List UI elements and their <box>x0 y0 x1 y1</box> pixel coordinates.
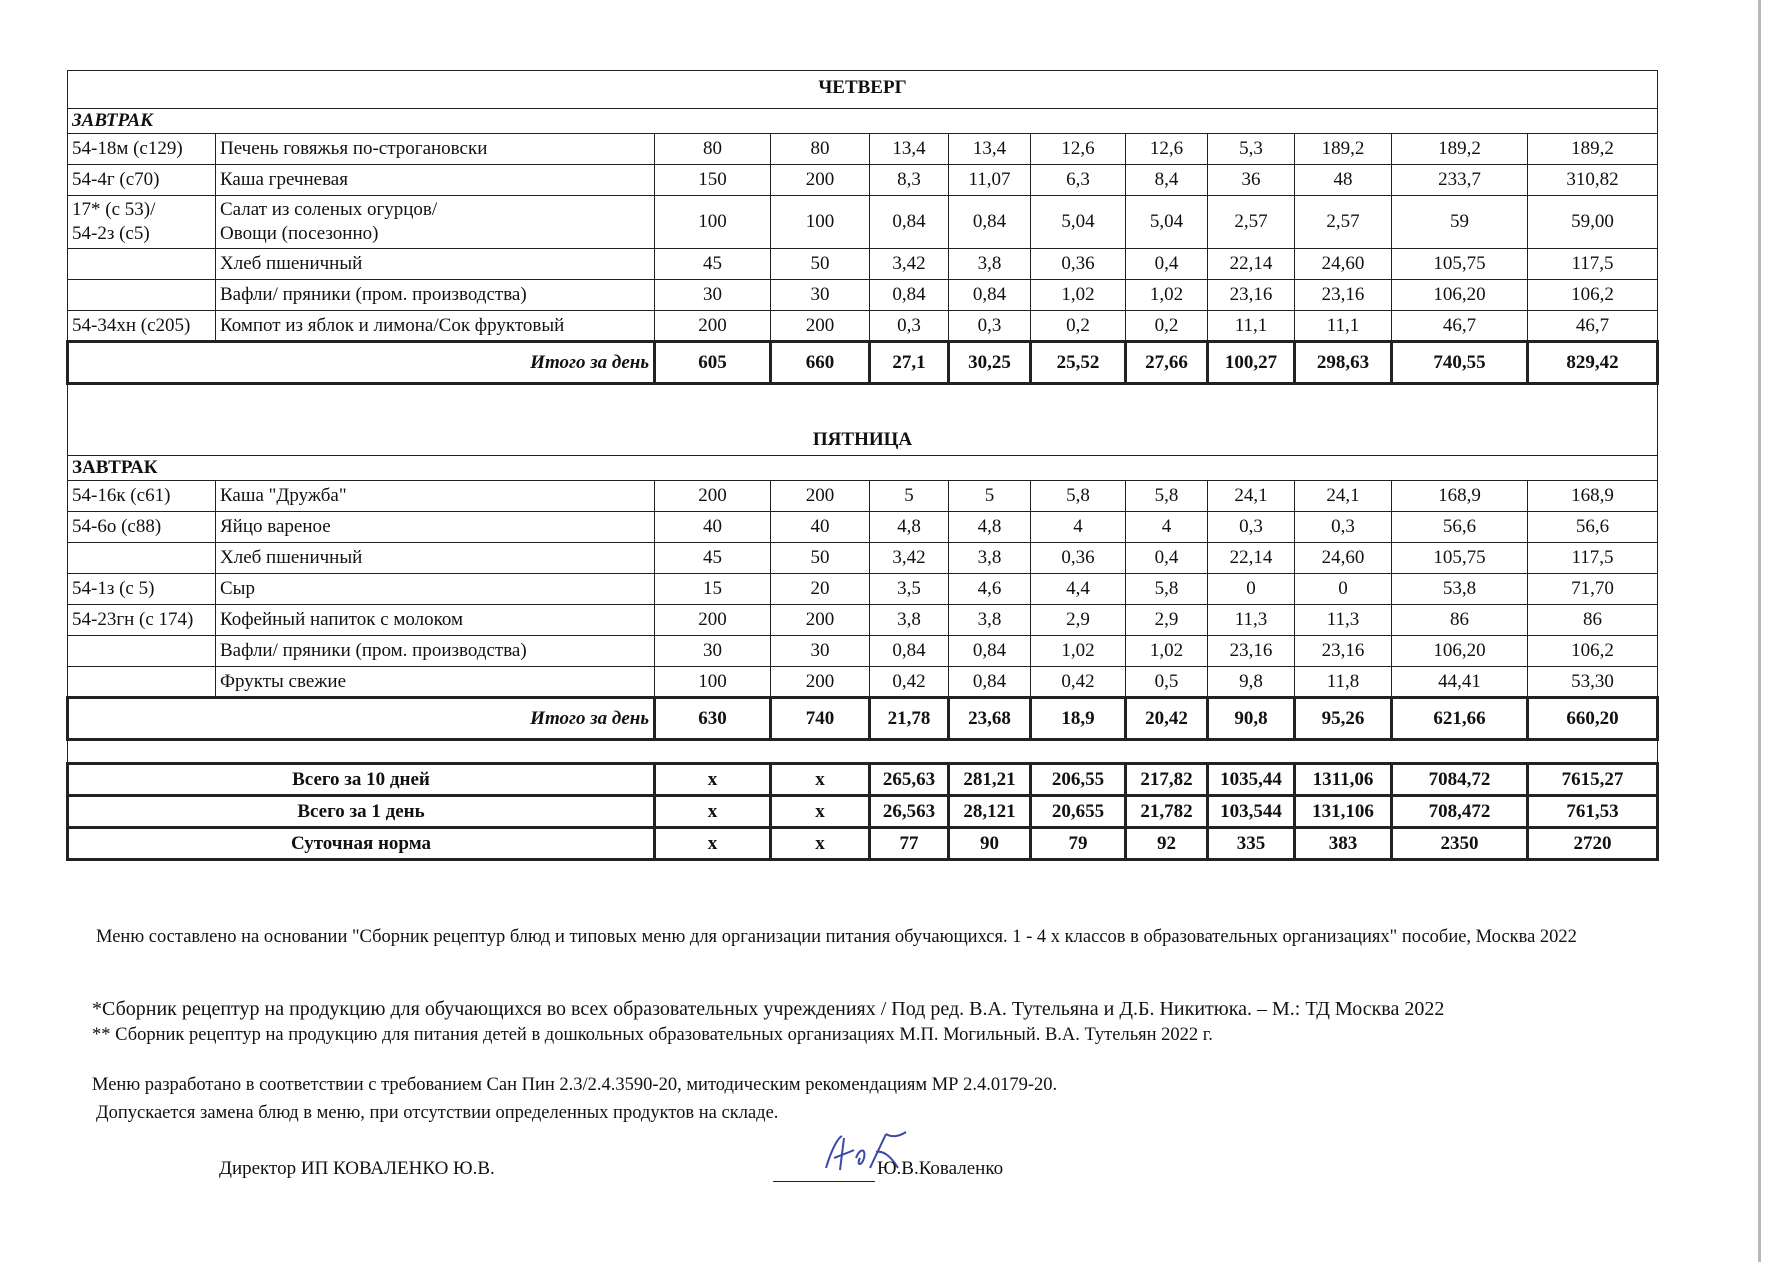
value-cell: 150 <box>655 165 771 196</box>
value-cell: 0,3 <box>1208 512 1295 543</box>
value-cell: 8,4 <box>1126 165 1208 196</box>
value-cell: 0,36 <box>1031 543 1126 574</box>
summary-value: 77 <box>870 828 949 860</box>
dish-code <box>68 636 216 667</box>
dish-code: 17* (с 53)/ 54-2з (с5) <box>68 196 216 249</box>
value-cell: 0,2 <box>1031 311 1126 342</box>
value-cell: 24,1 <box>1208 481 1295 512</box>
value-cell: 0,84 <box>949 636 1031 667</box>
signature-line <box>773 1181 875 1182</box>
total-value: 298,63 <box>1295 342 1392 384</box>
total-value: 90,8 <box>1208 698 1295 740</box>
value-cell: 50 <box>771 543 870 574</box>
dish-code <box>68 249 216 280</box>
total-value: 95,26 <box>1295 698 1392 740</box>
value-cell: 11,3 <box>1295 605 1392 636</box>
value-cell: 80 <box>771 134 870 165</box>
value-cell: 30 <box>771 280 870 311</box>
dish-name: Салат из соленых огурцов/ Овощи (посезонно) <box>216 196 655 249</box>
summary-value: 7084,72 <box>1392 764 1528 796</box>
director-title: Директор ИП КОВАЛЕНКО Ю.В. <box>219 1158 495 1179</box>
note-double-star: ** Сборник рецептур на продукцию для питания детей в дошкольных образовательных организациях М.П. Могильный. В.А. Тутельян 2022 г. <box>92 1025 1213 1045</box>
value-cell: 30 <box>771 636 870 667</box>
dish-name: Каша "Дружба" <box>216 481 655 512</box>
value-cell: 20 <box>771 574 870 605</box>
table-row <box>68 636 1658 667</box>
value-cell: 23,16 <box>1295 280 1392 311</box>
summary-value: х <box>655 764 771 796</box>
summary-row <box>68 764 1658 796</box>
table-row <box>68 249 1658 280</box>
value-cell: 11,1 <box>1208 311 1295 342</box>
total-value: 630 <box>655 698 771 740</box>
value-cell: 0,84 <box>949 196 1031 249</box>
value-cell: 106,20 <box>1392 636 1528 667</box>
value-cell: 53,8 <box>1392 574 1528 605</box>
value-cell: 0,84 <box>949 667 1031 698</box>
dish-name: Кофейный напиток с молоком <box>216 605 655 636</box>
value-cell: 117,5 <box>1528 249 1658 280</box>
value-cell: 200 <box>771 667 870 698</box>
value-cell: 11,07 <box>949 165 1031 196</box>
value-cell: 40 <box>655 512 771 543</box>
value-cell: 105,75 <box>1392 249 1528 280</box>
table-row <box>68 605 1658 636</box>
dish-name: Каша гречневая <box>216 165 655 196</box>
value-cell: 36 <box>1208 165 1295 196</box>
value-cell: 100 <box>655 667 771 698</box>
value-cell: 5,8 <box>1126 574 1208 605</box>
value-cell: 189,2 <box>1295 134 1392 165</box>
summary-row <box>68 828 1658 860</box>
summary-value: 708,472 <box>1392 796 1528 828</box>
summary-value: 1035,44 <box>1208 764 1295 796</box>
table-row <box>68 481 1658 512</box>
dish-code: 54-1з (с 5) <box>68 574 216 605</box>
value-cell: 5,04 <box>1031 196 1126 249</box>
value-cell: 5,04 <box>1126 196 1208 249</box>
value-cell: 105,75 <box>1392 543 1528 574</box>
value-cell: 86 <box>1528 605 1658 636</box>
dish-code <box>68 667 216 698</box>
value-cell: 24,60 <box>1295 249 1392 280</box>
value-cell: 0,84 <box>949 280 1031 311</box>
value-cell: 48 <box>1295 165 1392 196</box>
summary-value: 79 <box>1031 828 1126 860</box>
total-value: 100,27 <box>1208 342 1295 384</box>
spacer-row <box>68 740 1658 764</box>
total-value: 829,42 <box>1528 342 1658 384</box>
table-row <box>68 667 1658 698</box>
value-cell: 53,30 <box>1528 667 1658 698</box>
value-cell: 106,2 <box>1528 636 1658 667</box>
value-cell: 8,3 <box>870 165 949 196</box>
scan-edge <box>1758 0 1761 1262</box>
value-cell: 23,16 <box>1295 636 1392 667</box>
summary-value: 2350 <box>1392 828 1528 860</box>
summary-value: 2720 <box>1528 828 1658 860</box>
summary-value: 131,106 <box>1295 796 1392 828</box>
summary-value: 103,544 <box>1208 796 1295 828</box>
menu-table-body <box>68 71 1658 860</box>
total-value: 740,55 <box>1392 342 1528 384</box>
summary-value: х <box>771 764 870 796</box>
meal-title: ЗАВТРАК <box>68 456 1658 481</box>
value-cell: 5,8 <box>1031 481 1126 512</box>
note-replacement: Допускается замена блюд в меню, при отсутствии определенных продуктов на складе. <box>96 1103 779 1123</box>
value-cell: 40 <box>771 512 870 543</box>
value-cell: 46,7 <box>1392 311 1528 342</box>
value-cell: 3,42 <box>870 543 949 574</box>
note-star: *Сборник рецептур на продукцию для обучающихся во всех образовательных учреждениях / Под ред. В.А. Тутельяна и Д.Б. Никитюка. – М.: ТД Москва 2022 <box>92 998 1445 1020</box>
summary-row <box>68 796 1658 828</box>
value-cell: 4,4 <box>1031 574 1126 605</box>
summary-value: 90 <box>949 828 1031 860</box>
table-row <box>68 165 1658 196</box>
dish-code: 54-18м (с129) <box>68 134 216 165</box>
value-cell: 200 <box>655 311 771 342</box>
value-cell: 189,2 <box>1392 134 1528 165</box>
value-cell: 1,02 <box>1126 280 1208 311</box>
note-source-text: Меню составлено на основании "Сборник рецептур блюд и типовых меню для организации питания обучающихся. 1 - 4 х классов в образовательных организациях" пособие, Москва 2022 <box>96 927 1577 947</box>
total-value: 605 <box>655 342 771 384</box>
value-cell: 46,7 <box>1528 311 1658 342</box>
summary-label: Всего за 1 день <box>68 796 655 828</box>
value-cell: 4,8 <box>870 512 949 543</box>
summary-value: 20,655 <box>1031 796 1126 828</box>
day-title-row <box>68 384 1658 456</box>
summary-value: 281,21 <box>949 764 1031 796</box>
value-cell: 2,57 <box>1295 196 1392 249</box>
value-cell: 100 <box>655 196 771 249</box>
table-row <box>68 280 1658 311</box>
value-cell: 5 <box>870 481 949 512</box>
total-value: 20,42 <box>1126 698 1208 740</box>
value-cell: 1,02 <box>1031 636 1126 667</box>
value-cell: 0,3 <box>1295 512 1392 543</box>
value-cell: 2,57 <box>1208 196 1295 249</box>
total-row <box>68 698 1658 740</box>
value-cell: 9,8 <box>1208 667 1295 698</box>
value-cell: 200 <box>655 605 771 636</box>
value-cell: 44,41 <box>1392 667 1528 698</box>
total-value: 27,1 <box>870 342 949 384</box>
value-cell: 24,60 <box>1295 543 1392 574</box>
dish-name: Фрукты свежие <box>216 667 655 698</box>
value-cell: 23,16 <box>1208 636 1295 667</box>
signatory-name: Ю.В.Коваленко <box>877 1158 1004 1179</box>
dish-name: Компот из яблок и лимона/Сок фруктовый <box>216 311 655 342</box>
value-cell: 59,00 <box>1528 196 1658 249</box>
value-cell: 3,8 <box>870 605 949 636</box>
dish-name: Печень говяжья по-строгановски <box>216 134 655 165</box>
value-cell: 45 <box>655 543 771 574</box>
meal-row <box>68 456 1658 481</box>
total-value: 21,78 <box>870 698 949 740</box>
dish-name: Яйцо вареное <box>216 512 655 543</box>
dish-name: Хлеб пшеничный <box>216 249 655 280</box>
summary-value: х <box>771 828 870 860</box>
value-cell: 200 <box>771 605 870 636</box>
value-cell: 1,02 <box>1126 636 1208 667</box>
value-cell: 3,8 <box>949 543 1031 574</box>
value-cell: 30 <box>655 636 771 667</box>
value-cell: 0,84 <box>870 280 949 311</box>
value-cell: 5,3 <box>1208 134 1295 165</box>
dish-name: Вафли/ пряники (пром. производства) <box>216 636 655 667</box>
summary-value: 217,82 <box>1126 764 1208 796</box>
dish-name: Сыр <box>216 574 655 605</box>
summary-value: 265,63 <box>870 764 949 796</box>
summary-value: х <box>655 828 771 860</box>
value-cell: 4 <box>1031 512 1126 543</box>
total-value: 25,52 <box>1031 342 1126 384</box>
value-cell: 13,4 <box>870 134 949 165</box>
spacer-cell <box>68 740 1658 764</box>
summary-value: 1311,06 <box>1295 764 1392 796</box>
meal-title: ЗАВТРАК <box>68 109 1658 134</box>
total-value: 660 <box>771 342 870 384</box>
total-value: 660,20 <box>1528 698 1658 740</box>
total-value: 30,25 <box>949 342 1031 384</box>
value-cell: 86 <box>1392 605 1528 636</box>
table-row <box>68 196 1658 249</box>
value-cell: 200 <box>771 311 870 342</box>
value-cell: 0 <box>1295 574 1392 605</box>
value-cell: 3,5 <box>870 574 949 605</box>
value-cell: 12,6 <box>1031 134 1126 165</box>
value-cell: 23,16 <box>1208 280 1295 311</box>
value-cell: 106,2 <box>1528 280 1658 311</box>
value-cell: 168,9 <box>1528 481 1658 512</box>
value-cell: 24,1 <box>1295 481 1392 512</box>
value-cell: 100 <box>771 196 870 249</box>
value-cell: 0,4 <box>1126 249 1208 280</box>
value-cell: 56,6 <box>1528 512 1658 543</box>
dish-code: 54-16к (с61) <box>68 481 216 512</box>
total-value: 621,66 <box>1392 698 1528 740</box>
summary-value: 21,782 <box>1126 796 1208 828</box>
value-cell: 4 <box>1126 512 1208 543</box>
dish-code <box>68 280 216 311</box>
value-cell: 0,42 <box>870 667 949 698</box>
total-value: 740 <box>771 698 870 740</box>
value-cell: 2,9 <box>1126 605 1208 636</box>
summary-value: х <box>771 796 870 828</box>
summary-value: 383 <box>1295 828 1392 860</box>
value-cell: 50 <box>771 249 870 280</box>
meal-row <box>68 109 1658 134</box>
value-cell: 59 <box>1392 196 1528 249</box>
value-cell: 0,4 <box>1126 543 1208 574</box>
value-cell: 3,8 <box>949 605 1031 636</box>
value-cell: 0,2 <box>1126 311 1208 342</box>
value-cell: 0,42 <box>1031 667 1126 698</box>
value-cell: 12,6 <box>1126 134 1208 165</box>
value-cell: 11,3 <box>1208 605 1295 636</box>
value-cell: 3,42 <box>870 249 949 280</box>
value-cell: 4,6 <box>949 574 1031 605</box>
note-sanpin: Меню разработано в соответствии с требованием Сан Пин 2.3/2.4.3590-20, митодическим рекомендациям МР 2.4.0179-20. <box>92 1075 1058 1095</box>
value-cell: 0,3 <box>949 311 1031 342</box>
value-cell: 189,2 <box>1528 134 1658 165</box>
value-cell: 3,8 <box>949 249 1031 280</box>
summary-label: Суточная норма <box>68 828 655 860</box>
value-cell: 45 <box>655 249 771 280</box>
value-cell: 5 <box>949 481 1031 512</box>
table-row <box>68 543 1658 574</box>
value-cell: 0,84 <box>870 636 949 667</box>
dish-code: 54-4г (с70) <box>68 165 216 196</box>
value-cell: 310,82 <box>1528 165 1658 196</box>
dish-code: 54-34хн (с205) <box>68 311 216 342</box>
table-row <box>68 134 1658 165</box>
value-cell: 5,8 <box>1126 481 1208 512</box>
value-cell: 80 <box>655 134 771 165</box>
value-cell: 200 <box>655 481 771 512</box>
total-value: 27,66 <box>1126 342 1208 384</box>
summary-value: 761,53 <box>1528 796 1658 828</box>
value-cell: 11,1 <box>1295 311 1392 342</box>
total-value: 18,9 <box>1031 698 1126 740</box>
dish-code: 54-23гн (с 174) <box>68 605 216 636</box>
value-cell: 0,84 <box>870 196 949 249</box>
dish-name: Вафли/ пряники (пром. производства) <box>216 280 655 311</box>
value-cell: 168,9 <box>1392 481 1528 512</box>
value-cell: 0,3 <box>870 311 949 342</box>
value-cell: 56,6 <box>1392 512 1528 543</box>
summary-value: 7615,27 <box>1528 764 1658 796</box>
dish-name: Хлеб пшеничный <box>216 543 655 574</box>
value-cell: 0,36 <box>1031 249 1126 280</box>
value-cell: 106,20 <box>1392 280 1528 311</box>
summary-value: 26,563 <box>870 796 949 828</box>
note-source <box>96 925 1636 950</box>
value-cell: 15 <box>655 574 771 605</box>
value-cell: 200 <box>771 165 870 196</box>
summary-value: 335 <box>1208 828 1295 860</box>
value-cell: 11,8 <box>1295 667 1392 698</box>
value-cell: 13,4 <box>949 134 1031 165</box>
total-label: Итого за день <box>68 342 655 384</box>
total-label: Итого за день <box>68 698 655 740</box>
day-title: ЧЕТВЕРГ <box>68 71 1658 109</box>
table-row <box>68 512 1658 543</box>
summary-label: Всего за 10 дней <box>68 764 655 796</box>
value-cell: 4,8 <box>949 512 1031 543</box>
day-title-row <box>68 71 1658 109</box>
summary-value: 92 <box>1126 828 1208 860</box>
value-cell: 22,14 <box>1208 249 1295 280</box>
value-cell: 6,3 <box>1031 165 1126 196</box>
value-cell: 0 <box>1208 574 1295 605</box>
summary-value: 28,121 <box>949 796 1031 828</box>
value-cell: 71,70 <box>1528 574 1658 605</box>
summary-value: х <box>655 796 771 828</box>
dish-code: 54-6о (с88) <box>68 512 216 543</box>
value-cell: 233,7 <box>1392 165 1528 196</box>
dish-code <box>68 543 216 574</box>
value-cell: 200 <box>771 481 870 512</box>
table-row <box>68 311 1658 342</box>
value-cell: 0,5 <box>1126 667 1208 698</box>
summary-value: 206,55 <box>1031 764 1126 796</box>
menu-table <box>66 70 1659 861</box>
value-cell: 2,9 <box>1031 605 1126 636</box>
value-cell: 117,5 <box>1528 543 1658 574</box>
value-cell: 1,02 <box>1031 280 1126 311</box>
day-title: ПЯТНИЦА <box>68 384 1658 456</box>
total-value: 23,68 <box>949 698 1031 740</box>
table-row <box>68 574 1658 605</box>
total-row <box>68 342 1658 384</box>
value-cell: 30 <box>655 280 771 311</box>
value-cell: 22,14 <box>1208 543 1295 574</box>
